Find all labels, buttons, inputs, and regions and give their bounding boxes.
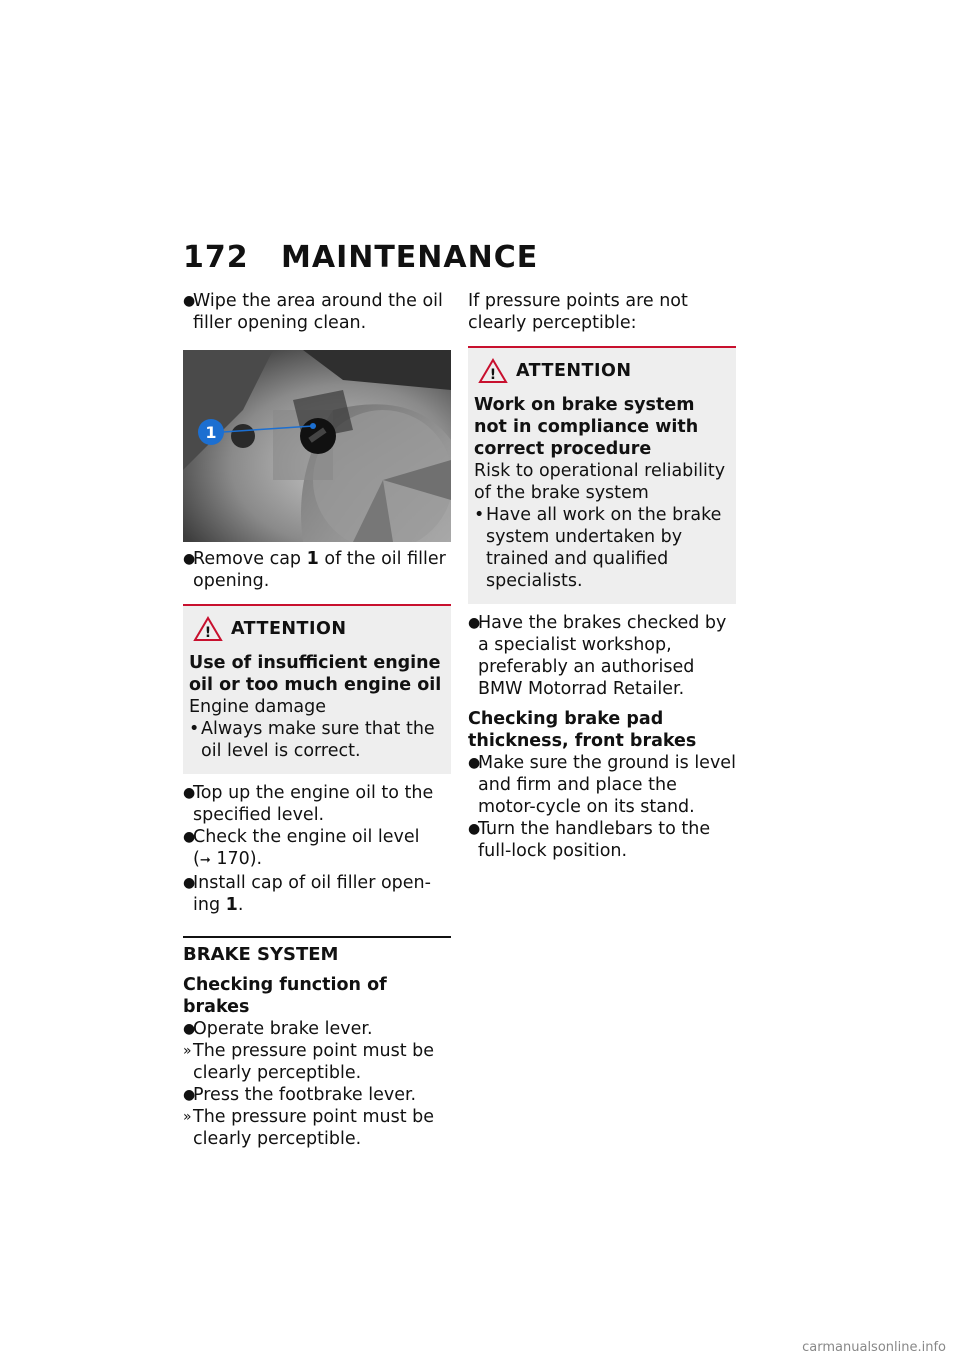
attention-consequence: Engine damage — [189, 697, 327, 717]
bullet-icon: ● — [183, 551, 196, 567]
attention-heading: Work on brake system not in compliance with correct procedure — [474, 395, 699, 459]
subsection-title-brake-function: Checking function of brakes — [183, 975, 387, 1017]
attention-title: ATTENTION — [516, 361, 632, 381]
bullet-icon: ● — [468, 755, 481, 771]
result-marker-icon: » — [183, 1109, 192, 1125]
left-column — [183, 290, 451, 1150]
warning-triangle-icon — [193, 616, 223, 642]
warning-triangle-icon — [478, 358, 508, 384]
attention-action: • Always make sure that the oil level is correct. — [189, 719, 435, 761]
bullet-icon: ● — [183, 785, 196, 801]
watermark: carmanualsonline.info — [802, 1340, 946, 1355]
list-item: ● Press the footbrake lever. — [183, 1085, 417, 1105]
step-remove-cap: ● Remove cap 1 of the oil filler opening. — [183, 549, 446, 591]
step-install-cap: ● Install cap of oil filler open-ing 1. — [183, 873, 431, 915]
attention-title: ATTENTION — [231, 619, 347, 639]
bullet-icon: ● — [468, 615, 481, 631]
engine-photo-illustration — [183, 350, 451, 542]
attention-box-oil — [183, 604, 451, 774]
svg-text:!: ! — [489, 367, 497, 383]
bullet-icon: ● — [468, 821, 481, 837]
bullet-icon: ● — [183, 293, 196, 309]
list-item: » The pressure point must be clearly perceptible. — [183, 1107, 435, 1149]
step-wipe: ● Wipe the area around the oil filler opening clean. — [183, 291, 443, 333]
attention-consequence: Risk to operational reliability of the brake system — [474, 461, 726, 503]
step-check-level: ● Check the engine oil level (➞ 170). — [183, 827, 420, 869]
step-ground-level: ● Make sure the ground is level and firm and place the motor-cycle on its stand. — [468, 753, 736, 817]
right-column — [468, 290, 736, 862]
small-bullet-icon: • — [474, 505, 485, 525]
step-top-up: ● Top up the engine oil to the specified level. — [183, 783, 434, 825]
oil-filler-photo — [183, 350, 451, 542]
attention-heading: Use of insufficient engine oil or too much engine oil — [189, 653, 442, 695]
result-marker-icon: » — [183, 1043, 192, 1059]
small-bullet-icon: • — [189, 719, 200, 739]
bullet-icon: ● — [183, 829, 196, 845]
chapter-title: MAINTENANCE — [281, 240, 539, 275]
attention-action: • Have all work on the brake system undertaken by trained and qualified specialists. — [474, 505, 722, 591]
list-item: » The pressure point must be clearly perceptible. — [183, 1041, 435, 1083]
step-turn-handlebars: ● Turn the handlebars to the full-lock position. — [468, 819, 711, 861]
step-have-checked: ● Have the brakes checked by a specialist workshop, preferably an authorised BMW Motorrad Retailer. — [468, 613, 727, 699]
brake-function-steps — [183, 1018, 451, 1150]
page-reference-link[interactable]: 170). — [216, 849, 263, 869]
page-header — [183, 240, 538, 275]
list-item: ● Operate brake lever. — [183, 1019, 373, 1039]
step-marker-icon: ● — [183, 1087, 196, 1103]
page-number: 172 — [183, 240, 249, 275]
svg-text:!: ! — [204, 625, 212, 641]
step-marker-icon: ● — [183, 1021, 196, 1037]
attention-box-brakes — [468, 346, 736, 604]
section-title-brake-system: BRAKE SYSTEM — [183, 936, 451, 966]
subsection-title-brake-pad: Checking brake pad thickness, front brakes — [468, 709, 697, 751]
bullet-icon: ● — [183, 875, 196, 891]
intro-text: If pressure points are not clearly perceptible: — [468, 291, 688, 333]
callout-number: 1 — [205, 423, 217, 442]
page-reference-arrow-icon: ➞ — [199, 853, 211, 868]
